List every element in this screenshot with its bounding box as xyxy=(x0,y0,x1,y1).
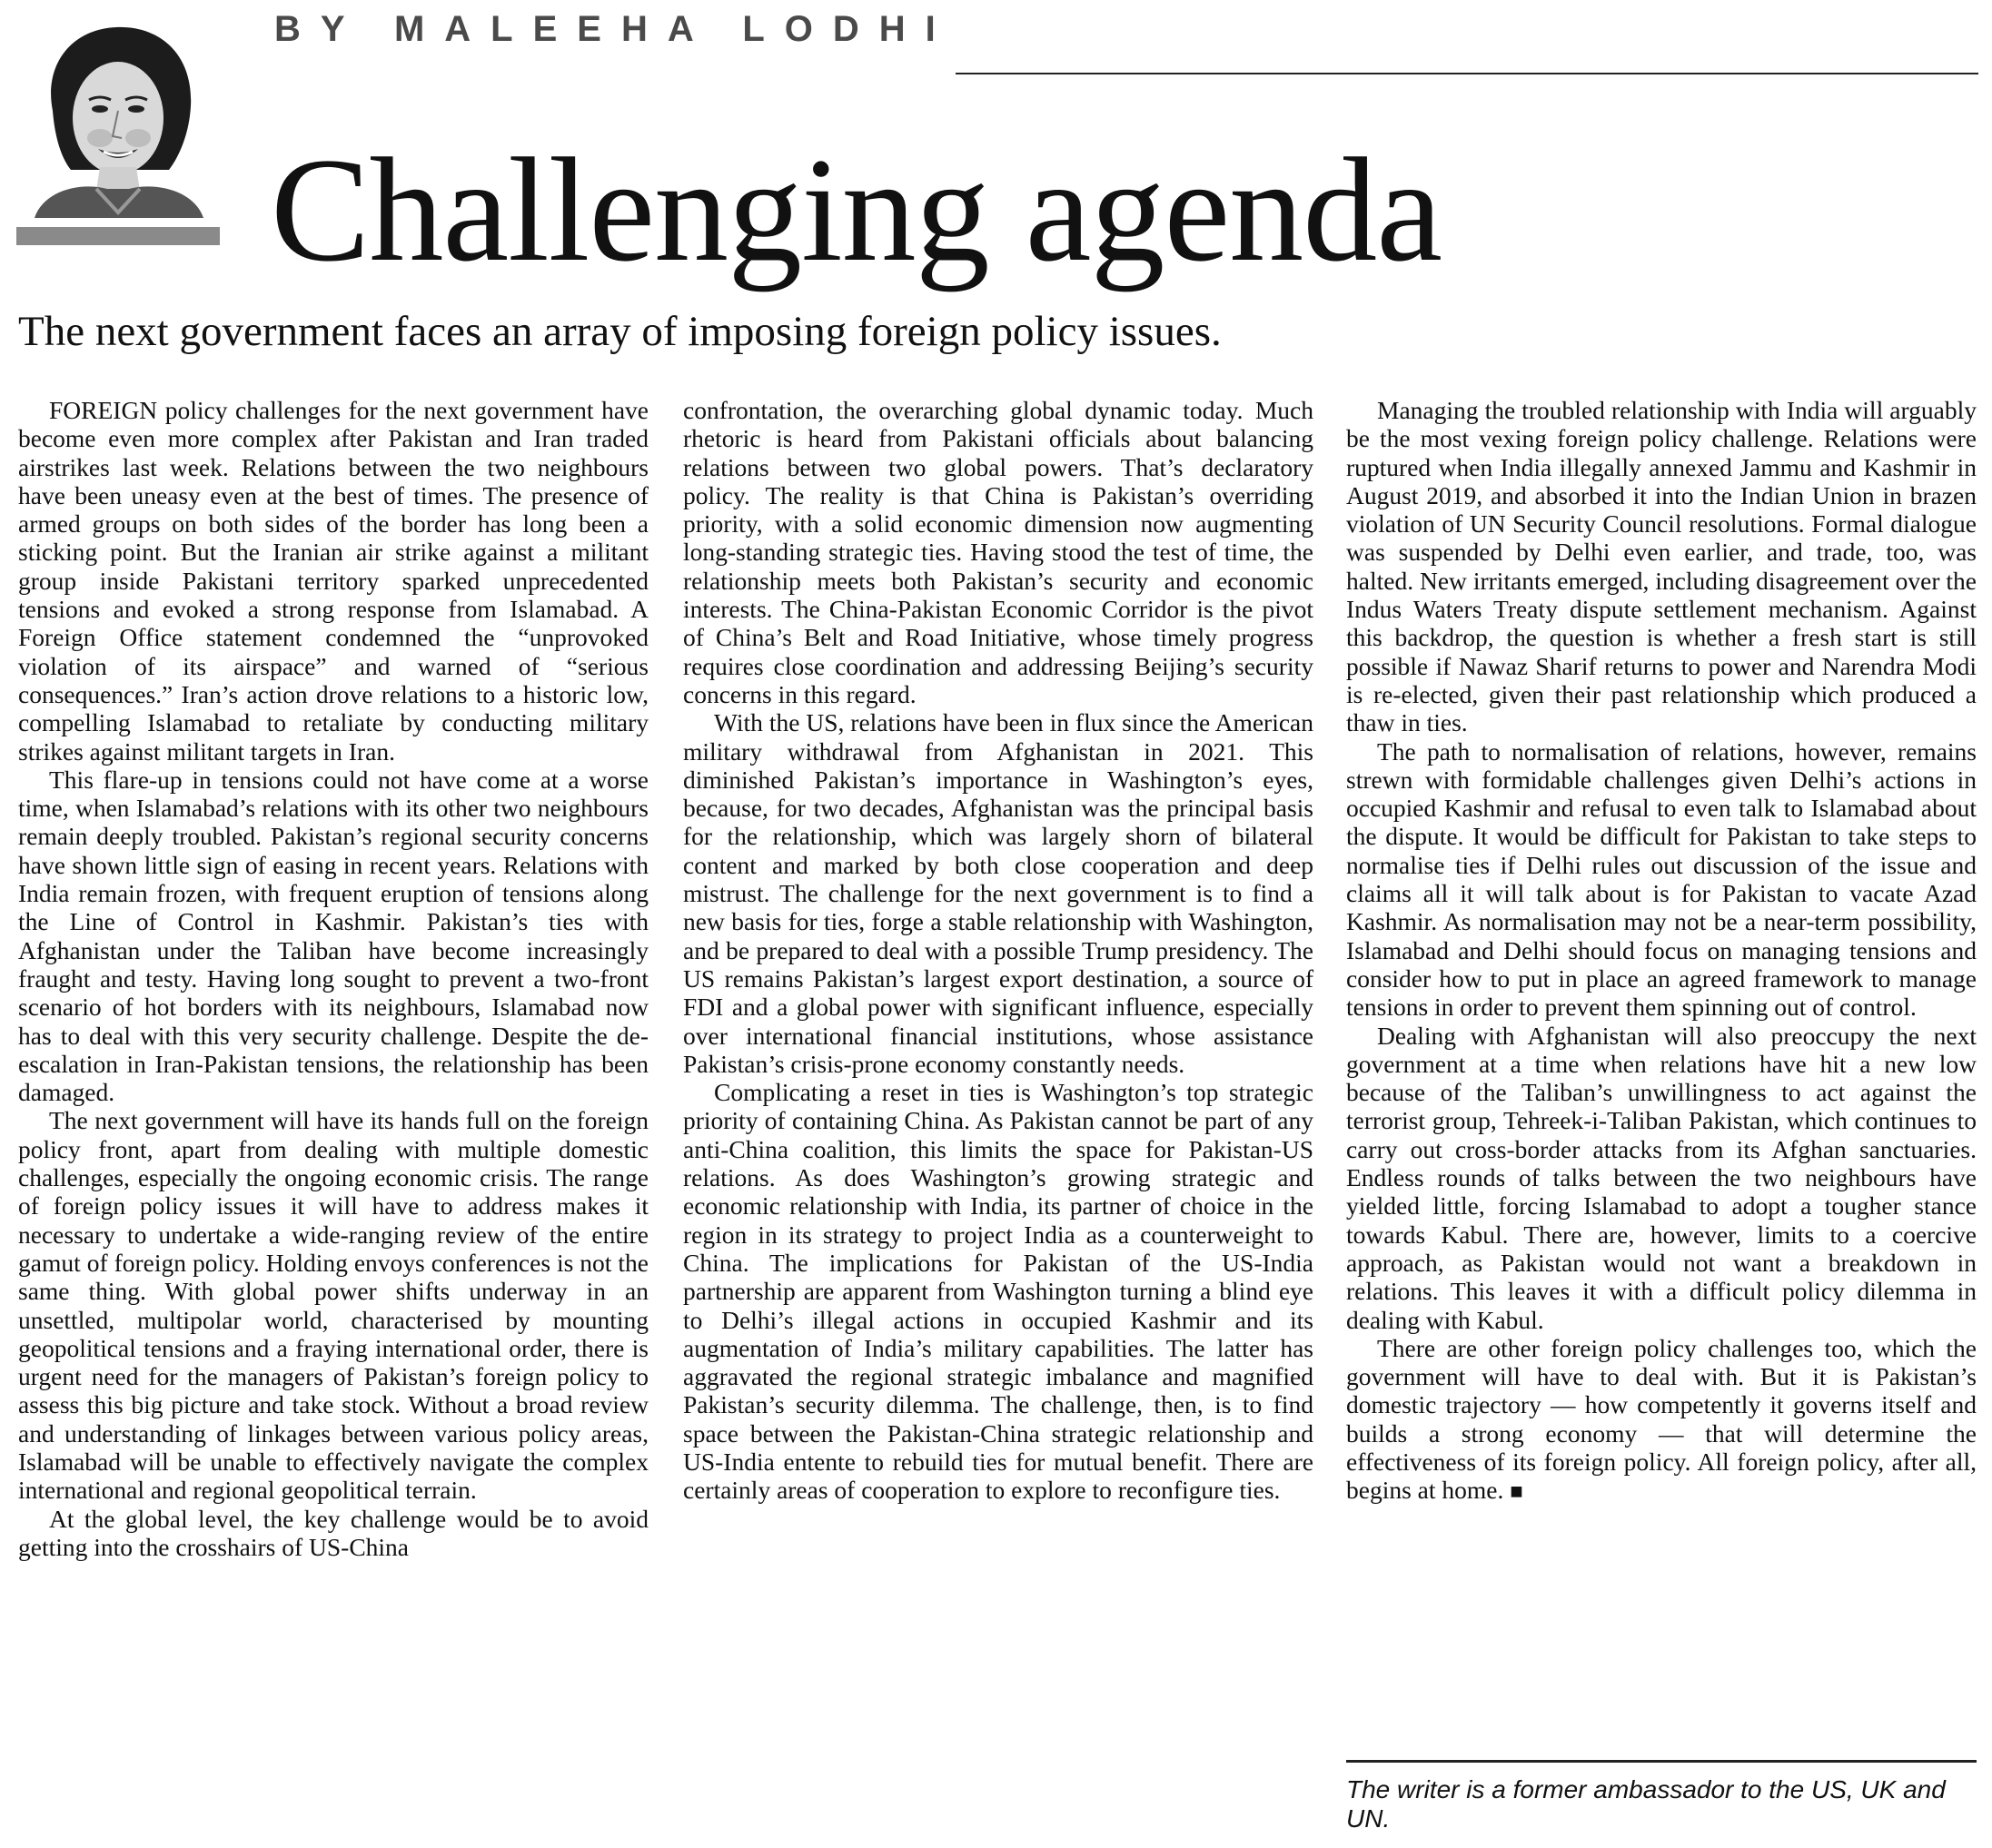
paragraph: With the US, relations have been in flux since the American military withdrawal from Afghanistan in 2021. This diminished Pakistan’s importance in Washington’s eyes, because, for two decades, Afghanistan was the principal basis for the relationship, which was largely shorn of bilateral content and marked by both close cooperation and deep mistrust. The challenge for the next government is to find a new basis for ties, forge a stable relationship with Washington, and be prepared to deal with a possible Trump presidency. The US remains Pakistan’s largest export destination, a source of FDI and a global power with significant influence, especially over international financial institutions, whose assistance Pakistan’s crisis-prone economy constantly needs. xyxy=(683,708,1313,1078)
paragraph: At the global level, the key challenge would be to avoid getting into the crosshairs of US-China xyxy=(18,1504,649,1561)
byline-rule xyxy=(956,73,1978,74)
paragraph: Complicating a reset in ties is Washington’s top strategic priority of containing China. As Pakistan cannot be part of any anti-China coalition, this limits the space for Pakistan-US relations. As does Washington’s growing strategic and economic relationship with India, its partner of choice in the region in its strategy to project India as a counterweight to China. The implications for Pakistan of the US-India partnership are apparent from Washington turning a blind eye to Delhi’s illegal actions in occupied Kashmir and its augmentation of India’s military capabilities. The latter has aggravated the regional strategic imbalance and magnified Pakistan’s security dilemma. The challenge, then, is to find space between the Pakistan-China strategic relationship and US-India entente to rebuild ties for mutual benefit. There are certainly areas of cooperation to explore to reconfigure ties. xyxy=(683,1078,1313,1505)
end-mark: ■ xyxy=(1510,1480,1523,1505)
paragraph: This flare-up in tensions could not have come at a worse time, when Islamabad’s relations with its other two neighbours remain deeply troubled. Pakistan’s regional security concerns have shown little sign of easing in recent years. Relations with India remain frozen, with frequent eruption of tensions along the Line of Control in Kashmir. Pakistan’s ties with Afghanistan under the Taliban have become increasingly fraught and testy. Having long sought to prevent a two-front scenario of hot borders with its neighbours, Islamabad now has to deal with this very security challenge. Despite the de-escalation in Iran-Pakistan tensions, the relationship has been damaged. xyxy=(18,765,649,1107)
column-1 xyxy=(18,396,649,1561)
paragraph: The path to normalisation of relations, however, remains strewn with formidable challenges given Delhi’s actions in occupied Kashmir and refusal to even talk to Islamabad about the dispute. It would be difficult for Pakistan to take steps to normalise ties if Delhi rules out discussion of the issue and claims all it will talk about is for Pakistan to vacate Azad Kashmir. As normalisation may not be a near-term possibility, Islamabad and Delhi should focus on managing tensions and consider how to put in place an agreed framework to manage tensions in order to prevent them spinning out of control. xyxy=(1346,736,1977,1022)
column-3 xyxy=(1346,396,1977,1507)
paragraph: Dealing with Afghanistan will also preoccupy the next government at a time when relations have hit a new low because of the Taliban’s unwillingness to act against the terrorist group, Tehreek-i-Taliban Pakistan, which continues to carry out cross-border attacks from its Afghan sanctuaries. Endless rounds of talks between the two neighbours have yielded little, forcing Islamabad to adopt a tougher stance towards Kabul. There are, however, limits to a coercive approach, as Pakistan would not want a breakdown in relations. This leaves it with a difficult policy dilemma in dealing with Kabul. xyxy=(1346,1021,1977,1334)
byline: BY MALEEHA LODHI xyxy=(274,9,956,49)
paragraph: confrontation, the overarching global dynamic today. Much rhetoric is heard from Pakistani officials about balancing relations between two global powers. That’s declaratory policy. The reality is that China is Pakistan’s overriding priority, with a solid economic dimension now augmenting long-standing strategic ties. Having stood the test of time, the relationship meets both Pakistan’s security and economic interests. The China-Pakistan Economic Corridor is the pivot of China’s Belt and Road Initiative, whose timely progress requires close coordination and addressing Beijing’s security concerns in this regard. xyxy=(683,396,1313,708)
paragraph: The next government will have its hands full on the foreign policy front, apart from dealing with multiple domestic challenges, especially the ongoing economic crisis. The range of foreign policy issues it will have to address makes it necessary to undertake a wide-ranging review of the entire gamut of foreign policy. Holding envoys conferences is not the same thing. With global power shifts underway in an unsettled, multipolar world, characterised by mounting geopolitical tensions and a fraying international order, there is urgent need for the managers of Pakistan’s foreign policy to assess this big picture and take stock. Without a broad review and understanding of linkages between various policy areas, Islamabad will be unable to effectively navigate the complex international and regional geopolitical terrain. xyxy=(18,1106,649,1505)
paragraph xyxy=(1346,1334,1977,1507)
article-title: Challenging agenda xyxy=(271,128,1442,292)
portrait-bar xyxy=(16,227,220,245)
bio-rule xyxy=(1346,1760,1977,1763)
author-portrait xyxy=(16,11,220,218)
paragraph: FOREIGN policy challenges for the next government have become even more complex after Pakistan and Iran traded airstrikes last week. Relations between the two neighbours have been uneasy even at the best of times. The presence of armed groups on both sides of the border has long been a sticking point. But the Iranian air strike against a militant group inside Pakistani territory sparked unprecedented tensions and evoked a strong response from Islamabad. A Foreign Office statement condemned the “unprovoked violation of its airspace” and warned of “serious consequences.” Iran’s action drove relations to a historic low, compelling Islamabad to retaliate by conducting military strikes against militant targets in Iran. xyxy=(18,396,649,766)
paragraph-text: There are other foreign policy challenges too, which the government will have to deal with. But it is Pakistan’s domestic trajectory — how competently it governs itself and builds a strong economy — that will determine the effectiveness of its foreign policy. All foreign policy, after all, begins at home. xyxy=(1346,1333,1977,1505)
paragraph: Managing the troubled relationship with India will arguably be the most vexing foreign policy challenge. Relations were ruptured when India illegally annexed Jammu and Kashmir in August 2019, and absorbed it into the Indian Union in brazen violation of UN Security Council resolutions. Formal dialogue was suspended by Delhi even earlier, and trade, too, was halted. New irritants emerged, including disagreement over the Indus Waters Treaty dispute settlement mechanism. Against this backdrop, the question is whether a fresh start is still possible if Nawaz Sharif returns to power and Narendra Modi is re-elected, given their past relationship which produced a thaw in ties. xyxy=(1346,396,1977,737)
article-subtitle: The next government faces an array of imposing foreign policy issues. xyxy=(18,308,1222,355)
column-2 xyxy=(683,396,1313,1505)
author-bio: The writer is a former ambassador to the US, UK and UN. xyxy=(1346,1775,1946,1833)
